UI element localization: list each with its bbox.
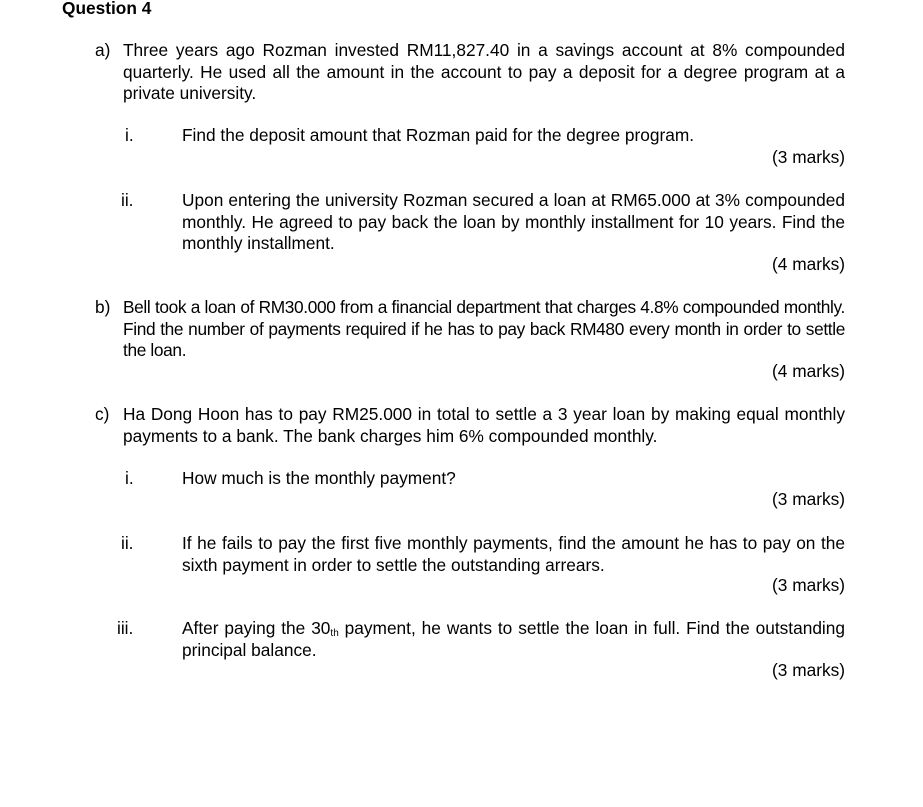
part-c-ii-label: ii. bbox=[121, 533, 134, 553]
part-a-i-text: Find the deposit amount that Rozman paid for the degree program. bbox=[182, 125, 695, 145]
part-a-i-label: i. bbox=[125, 125, 134, 145]
part-c-i-marks: (3 marks) bbox=[772, 489, 845, 509]
part-c-iii-marks: (3 marks) bbox=[772, 660, 845, 680]
part-a-ii-marks: (4 marks) bbox=[772, 254, 845, 274]
part-c-iii-text bbox=[182, 618, 845, 661]
ordinal-suffix: th bbox=[330, 628, 339, 639]
part-a-i-marks: (3 marks) bbox=[772, 147, 845, 167]
part-a-ii-text: Upon entering the university Rozman secured a loan at RM65.000 at 3% compounded monthly. He agreed to pay back the loan by monthly installment for 10 years. Find the monthly installment. bbox=[182, 190, 845, 253]
part-c-label: c) bbox=[95, 404, 110, 424]
part-c-iii-text-before: After paying the 30 bbox=[182, 618, 331, 638]
part-b-text: Bell took a loan of RM30.000 from a financial department that charges 4.8% compounded monthly. Find the number of payments required if he has to pay back RM480 every month in order to settle the loan. bbox=[123, 297, 845, 360]
part-c-iii-text-after: payment, he wants to settle the loan in full. Find the outstanding principal balance. bbox=[182, 618, 845, 660]
part-c-text: Ha Dong Hoon has to pay RM25.000 in total to settle a 3 year loan by making equal monthly payments to a bank. The bank charges him 6% compounded monthly. bbox=[123, 404, 845, 446]
part-b-marks: (4 marks) bbox=[772, 361, 845, 381]
part-c-iii-label: iii. bbox=[117, 618, 134, 638]
part-c-ii-text: If he fails to pay the first five monthly payments, find the amount he has to pay on the sixth payment in order to settle the outstanding arrears. bbox=[182, 533, 845, 575]
part-a-ii-label: ii. bbox=[121, 190, 134, 210]
part-a-text: Three years ago Rozman invested RM11,827.40 in a savings account at 8% compounded quarterly. He used all the amount in the account to pay a deposit for a degree program at a private university. bbox=[123, 40, 845, 103]
part-c-i-label: i. bbox=[125, 468, 134, 488]
part-c-i-text: How much is the monthly payment? bbox=[182, 468, 456, 488]
part-a-label: a) bbox=[95, 40, 111, 60]
part-b-label: b) bbox=[95, 297, 111, 317]
part-c-ii-marks: (3 marks) bbox=[772, 575, 845, 595]
question-title: Question 4 bbox=[62, 0, 152, 18]
